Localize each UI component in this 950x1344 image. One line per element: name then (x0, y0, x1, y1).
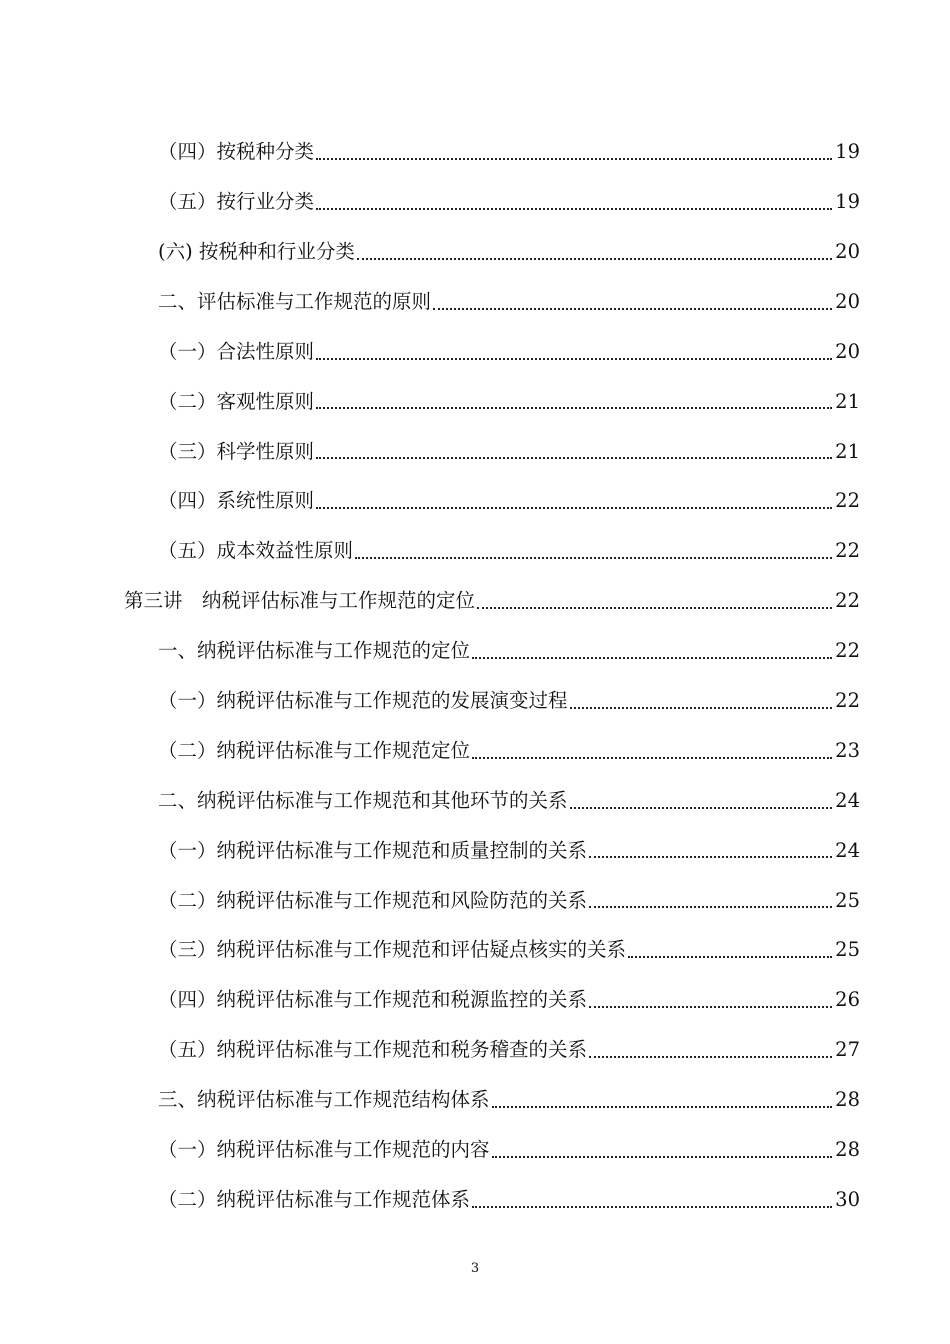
dot-leader (589, 906, 832, 908)
toc-entry-page: 27 (835, 1038, 860, 1062)
toc-entry-title: （二）纳税评估标准与工作规范体系 (158, 1187, 471, 1211)
toc-entry[interactable] (0, 426, 950, 476)
toc-entry-page: 23 (835, 738, 860, 762)
toc-entry-page: 19 (835, 140, 860, 164)
toc-entry-title: 二、评估标准与工作规范的原则 (158, 289, 432, 313)
toc-entry-title: 三、纳税评估标准与工作规范结构体系 (158, 1088, 490, 1112)
toc-entry-page: 22 (835, 489, 860, 513)
dot-leader (589, 856, 832, 858)
dot-leader (570, 707, 832, 709)
toc-entry[interactable] (0, 975, 950, 1025)
dot-leader (477, 607, 832, 609)
toc-entry-page: 24 (835, 788, 860, 812)
toc-entry-title: 二、纳税评估标准与工作规范和其他环节的关系 (158, 788, 568, 812)
dot-leader (472, 657, 832, 659)
dot-leader (492, 1106, 832, 1108)
toc-entry-page: 22 (835, 639, 860, 663)
toc-entry-page: 26 (835, 988, 860, 1012)
dot-leader (316, 158, 832, 160)
toc-entry-page: 19 (835, 190, 860, 214)
toc-entry-title: （四）纳税评估标准与工作规范和税源监控的关系 (158, 988, 588, 1012)
toc-entry-title: （四）按税种分类 (158, 140, 315, 164)
toc-entry-title: （五）纳税评估标准与工作规范和税务稽查的关系 (158, 1038, 588, 1062)
dot-leader (316, 507, 832, 509)
dot-leader (472, 1206, 832, 1208)
page-number: 3 (470, 1261, 480, 1276)
toc-entry[interactable] (0, 1175, 950, 1225)
toc-entry-page: 22 (835, 589, 860, 613)
toc-entry[interactable] (0, 875, 950, 925)
toc-entry-title: 一、纳税评估标准与工作规范的定位 (158, 639, 471, 663)
dot-leader (433, 308, 832, 310)
toc-entry[interactable] (0, 626, 950, 676)
toc-entry-page: 20 (835, 289, 860, 313)
toc-entry-title: （五）按行业分类 (158, 190, 315, 214)
toc-entry[interactable] (0, 526, 950, 576)
toc-entry[interactable] (0, 476, 950, 526)
toc-entry-title: （一）纳税评估标准与工作规范的内容 (158, 1138, 490, 1161)
toc-entry-title: （二）纳税评估标准与工作规范定位 (158, 738, 471, 762)
toc-entry-title: （三）科学性原则 (158, 439, 315, 463)
toc-entry-title: （二）纳税评估标准与工作规范和风险防范的关系 (158, 888, 588, 912)
toc-entry-title: 第三讲 纳税评估标准与工作规范的定位 (124, 589, 476, 613)
dot-leader (492, 1156, 832, 1158)
toc-entry-title: (六) 按税种和行业分类 (158, 239, 355, 263)
toc-entry-page: 28 (835, 1138, 860, 1161)
dot-leader (357, 258, 832, 260)
dot-leader (316, 457, 832, 459)
toc-entry-title: （一）纳税评估标准与工作规范和质量控制的关系 (158, 838, 588, 862)
dot-leader (316, 208, 832, 210)
toc-entry-page: 20 (835, 339, 860, 363)
toc-entry-title: （二）客观性原则 (158, 389, 315, 413)
toc-entry-page: 24 (835, 838, 860, 862)
toc-entry[interactable] (0, 376, 950, 426)
dot-leader (316, 358, 832, 360)
toc-entry[interactable] (0, 227, 950, 277)
toc-entry[interactable] (0, 726, 950, 776)
toc-entry-page: 21 (835, 439, 860, 463)
dot-leader (316, 407, 832, 409)
toc-entry-page: 28 (835, 1088, 860, 1112)
toc-entry-page: 21 (835, 389, 860, 413)
toc-entry-page: 22 (835, 688, 860, 712)
dot-leader (355, 557, 832, 559)
toc-entry[interactable] (0, 127, 950, 177)
toc-entry[interactable] (0, 676, 950, 726)
toc-entry-title: （四）系统性原则 (158, 489, 315, 513)
toc-entry[interactable] (0, 1025, 950, 1075)
toc-entry[interactable] (0, 327, 950, 377)
dot-leader (570, 807, 832, 809)
dot-leader (589, 1006, 832, 1008)
toc-entry-page: 25 (835, 888, 860, 912)
toc-entry-title: （三）纳税评估标准与工作规范和评估疑点核实的关系 (158, 938, 627, 962)
toc-entry-page: 20 (835, 239, 860, 263)
toc-entry-title: （一）合法性原则 (158, 339, 315, 363)
toc-entry-page: 25 (835, 938, 860, 962)
table-of-contents (0, 127, 950, 1225)
dot-leader (628, 956, 832, 958)
toc-entry[interactable] (0, 825, 950, 875)
toc-entry[interactable] (0, 277, 950, 327)
dot-leader (589, 1056, 832, 1058)
toc-entry[interactable] (0, 177, 950, 227)
dot-leader (472, 757, 832, 759)
toc-entry[interactable] (0, 576, 950, 626)
toc-entry-title: （五）成本效益性原则 (158, 539, 354, 563)
toc-entry[interactable] (0, 1125, 950, 1175)
toc-entry[interactable] (0, 776, 950, 826)
toc-entry[interactable] (0, 925, 950, 975)
toc-entry-page: 22 (835, 539, 860, 563)
toc-entry[interactable] (0, 1075, 950, 1125)
toc-entry-title: （一）纳税评估标准与工作规范的发展演变过程 (158, 688, 568, 712)
toc-entry-page: 30 (835, 1187, 860, 1211)
